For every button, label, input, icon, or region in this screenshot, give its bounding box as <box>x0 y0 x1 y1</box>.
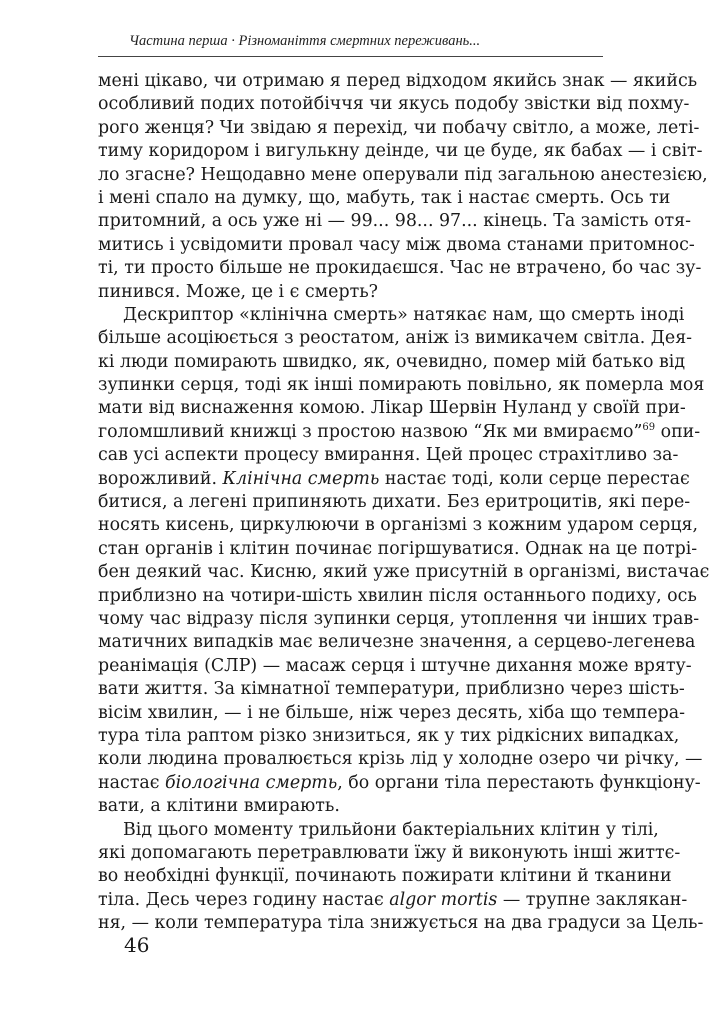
text-line: які допомагають перетравлювати їжу й виконують інші життє- <box>98 842 681 863</box>
text-line: і мені спало на думку, що, мабуть, так і настає смерть. Ось ти <box>98 187 671 208</box>
text-line: митись і усвідомити провал часу між двома станами притомнос- <box>98 234 695 255</box>
text-line: мати від виснаження комою. Лікар Шервін Нуланд у своїй при- <box>98 398 686 419</box>
text-segment: опи- <box>655 421 701 442</box>
text-segment: настає тоді, коли серце перестає <box>379 468 690 489</box>
text-line: матичних випадків має величезне значення, а серцево-легенева <box>98 632 696 653</box>
running-head: Частина перша · Різноманіття смертних переживань... <box>129 33 481 49</box>
text-line: вісім хвилин, — і не більше, ніж через десять, хіба що темпера- <box>98 702 686 723</box>
text-line: тура тіла раптом різко знизиться, як у тих рідкісних випадках, <box>98 725 680 746</box>
text-line: зупинки серця, тоді як інші помирають повільно, як померла моя <box>98 375 705 396</box>
text-line: коли людина провалюється крізь лід у холодне озеро чи річку, — <box>98 749 703 770</box>
text-line: реанімація (СЛР) — масаж серця і штучне дихання може вряту- <box>98 655 692 676</box>
text-segment: голомшливий книжці з простою назвою “Як ми вмираємо” <box>98 421 643 442</box>
text-line: рого женця? Чи звідаю я перехід, чи побачу світло, а може, леті- <box>98 117 700 138</box>
text-segment: настає <box>98 772 165 793</box>
text-line: вати, а клітини вмирають. <box>98 796 340 817</box>
text-line: ті, ти просто більше не прокидаєшся. Час не втрачено, бо час зу- <box>98 258 702 279</box>
text-line: чому час відразу після зупинки серця, утоплення чи інших трав- <box>98 608 700 629</box>
text-line: вати життя. За кімнатної температури, приблизно через шість- <box>98 679 685 700</box>
text-line: тиму коридором і вигулькну деінде, чи це буде, як бабах — і світ- <box>98 141 703 162</box>
text-line: притомний, а ось уже ні — 99... 98... 97... кінець. Та замість отя- <box>98 211 691 232</box>
footnote-ref: 69 <box>642 421 656 433</box>
text-line: бен деякий час. Кисню, який уже присутній в організмі, вистачає <box>98 562 709 583</box>
text-line: пинився. Може, це і є смерть? <box>98 281 379 302</box>
text-line: носять кисень, циркулюючи в організмі з кожним ударом серця, <box>98 515 699 536</box>
text-segment: ворожливий. <box>98 468 223 489</box>
paragraph-3 <box>98 819 704 936</box>
text-line: приблизно на чотири-шість хвилин після останнього подиху, ось <box>98 585 697 606</box>
text-line: Дескриптор «клінічна смерть» натякає нам, що смерть іноді <box>123 304 685 325</box>
italic-term: біологічна смерть <box>164 772 338 793</box>
italic-term: algor mortis <box>389 889 498 910</box>
text-line: битися, а легені припиняють дихати. Без еритроцитів, які пере- <box>98 492 691 513</box>
text-line: більше асоціюється з реостатом, аніж із вимикачем світла. Дея- <box>98 328 693 349</box>
italic-term: Клінічна смерть <box>222 468 380 489</box>
text-line: Від цього моменту трильйони бактеріальних клітин у тілі, <box>123 819 659 840</box>
text-line: особливий подих потойбіччя чи якусь подобу звістки від похму- <box>98 94 690 115</box>
body-text <box>98 70 709 935</box>
paragraph-2 <box>98 304 709 819</box>
page-number: 46 <box>124 933 150 957</box>
text-line <box>98 889 688 912</box>
paragraph-1 <box>98 70 708 304</box>
text-segment: тіла. Десь через годину настає <box>98 889 390 910</box>
text-line: мені цікаво, чи отримаю я перед відходом якийсь знак — якийсь <box>98 71 698 91</box>
text-line: ня, — коли температура тіла знижується на два градуси за Цель- <box>98 913 704 934</box>
text-segment: — трупне заклякан- <box>497 889 688 910</box>
text-line: кі люди помирають швидко, як, очевидно, помер мій батько від <box>98 351 686 372</box>
header-rule <box>98 56 603 57</box>
text-line <box>98 421 701 444</box>
text-line: во необхідні функції, починають пожирати клітини й тканини <box>98 866 672 887</box>
text-line: сав усі аспекти процесу вмирання. Цей процес страхітливо за- <box>98 445 679 466</box>
text-line: ло згасне? Нещодавно мене оперували під загальною анестезією, <box>98 164 708 185</box>
text-line: стан органів і клітин починає погіршуватися. Однак на це потрі- <box>98 538 698 559</box>
text-segment: , бо органи тіла перестають функціону- <box>337 772 701 793</box>
text-line <box>98 772 701 795</box>
text-line <box>98 468 690 491</box>
